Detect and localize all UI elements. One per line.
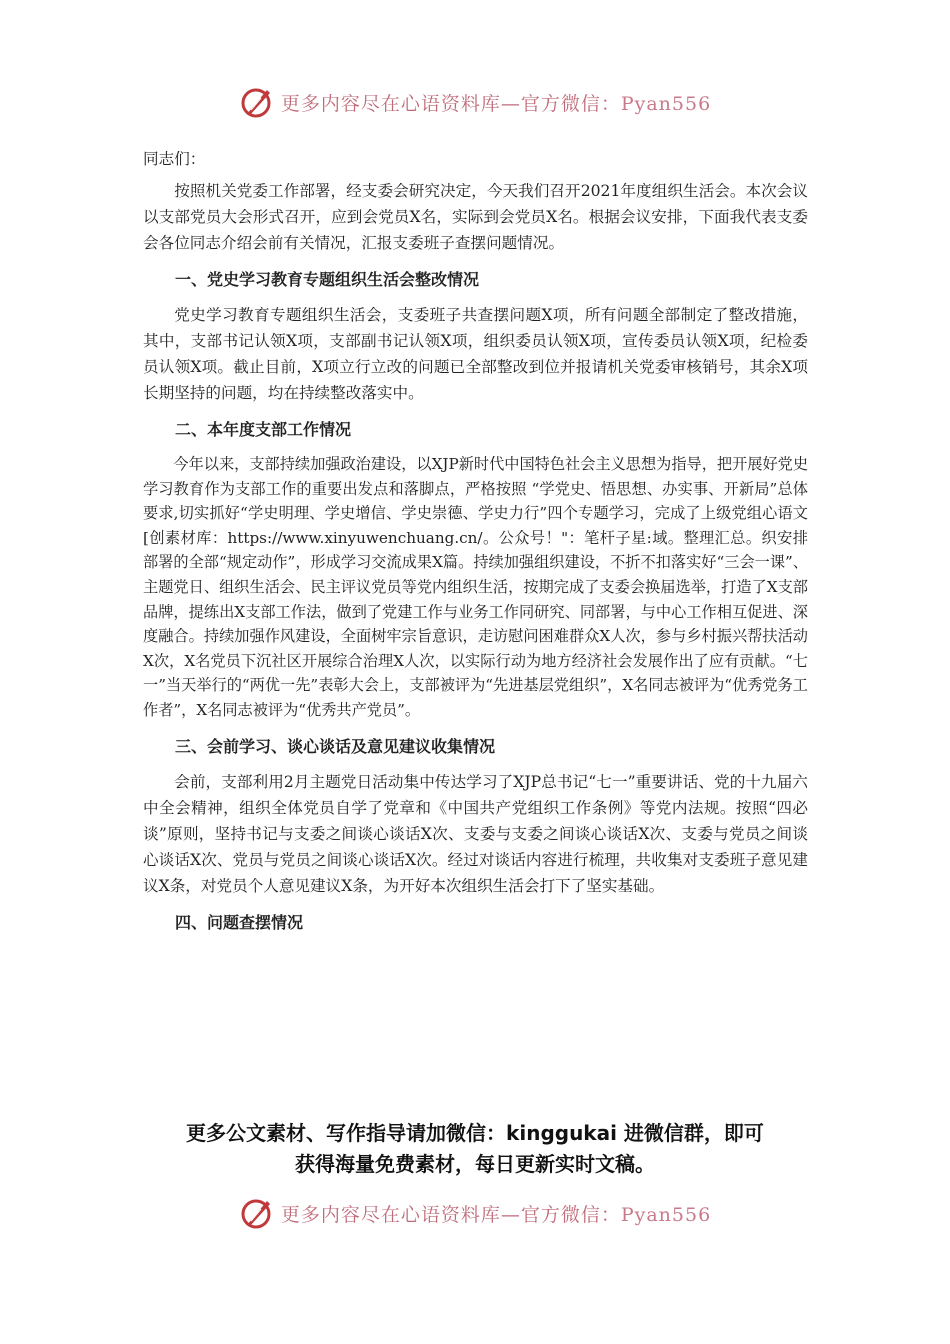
banner-wechat-id: Pyan556	[620, 1203, 712, 1226]
header-banner	[0, 82, 950, 122]
intro-paragraph: 按照机关党委工作部署，经支委会研究决定，今天我们召开2021年度组织生活会。本次会议以支部党员大会形式召开，应到会党员X名，实际到会党员X名。根据会议安排，下面我代表支委会各位同志介绍会前有关情况，汇报支委班子查摆问题情况。	[143, 182, 808, 252]
quill-logo-icon	[239, 84, 275, 120]
footer-banner	[0, 1193, 950, 1233]
quill-logo-icon	[239, 1195, 275, 1231]
section-paragraph-3: 会前，支部利用2月主题党日活动集中传达学习了XJP总书记“七一”重要讲话、党的十九届六中全会精神，组织全体党员自学了党章和《中国共产党组织工作条例》等党内法规。按照“四必谈”原则，坚持书记与支委之间谈心谈话X次、支委与支委之间谈心谈话X次、支委与党员之间谈心谈话X次、党员与党员之间谈心谈话X次。经过对谈话内容进行梳理，共收集对支委班子意见建议X条，对党员个人意见建议X条，为开好本次组织生活会打下了坚实基础。	[143, 772, 808, 895]
promo-notice	[140, 1118, 810, 1180]
section-heading-3: 三、会前学习、谈心谈话及意见建议收集情况	[175, 736, 496, 756]
promo-line-2: 获得海量免费素材，每日更新实时文稿。	[295, 1152, 655, 1176]
section-paragraph-1: 党史学习教育专题组织生活会，支委班子共查摆问题X项，所有问题全部制定了整改措施，其中，支部书记认领X项，支部副书记认领X项，组织委员认领X项，宣传委员认领X项，纪检委员认领X项。截止目前，X项立行立改的问题已全部整改到位并报请机关党委审核销号，其余X项长期坚持的问题，均在持续整改落实中。	[143, 306, 808, 402]
salutation: 同志们：	[143, 150, 206, 168]
section-heading-2: 二、本年度支部工作情况	[175, 420, 352, 439]
banner-text: 更多内容尽在心语资料库—官方微信：Pyan556	[280, 92, 712, 115]
banner-text: 更多内容尽在心语资料库—官方微信：Pyan556	[280, 1203, 712, 1226]
promo-line-1: 更多公文素材、写作指导请加微信：kinggukai 进微信群，即可	[186, 1121, 764, 1145]
banner-wechat-id: Pyan556	[620, 92, 712, 115]
section-heading-1: 一、党史学习教育专题组织生活会整改情况	[175, 270, 480, 289]
document-body	[143, 146, 808, 945]
section-heading-4: 四、问题查摆情况	[175, 912, 304, 932]
section-paragraph-2: 今年以来，支部持续加强政治建设，以XJP新时代中国特色社会主义思想为指导，把开展好党史学习教育作为支部工作的重要出发点和落脚点，严格按照 “学党史、悟思想、办实事、开新局”总体要求,切实抓好“学史明理、学史增信、学史崇德、学史力行”四个专题学习，完成了上级党组心语文[创素材库：https://www.xinyuwenchuang.cn/。公众号！"：笔杆子星:域。整理汇总。织安排部署的全部“规定动作”，形成学习交流成果X篇。持续加强组织建设，不折不扣落实好“三会一课”、主题党日、组织生活会、民主评议党员等党内组织生活，按期完成了支委会换届选举，打造了X支部品牌，提练出X支部工作法，做到了党建工作与业务工作同研究、同部署，与中心工作相互促进、深度融合。持续加强作风建设，全面树牢宗旨意识，走访慰问困难群众X人次，参与乡村振兴帮扶活动X次，X名党员下沉社区开展综合治理X人次，以实际行动为地方经济社会发展作出了应有贡献。“七一”当天举行的“两优一先”表彰大会上，支部被评为“先进基层党组织”，X名同志被评为“优秀党务工作者”，X名同志被评为“优秀共产党员”。	[143, 455, 809, 719]
